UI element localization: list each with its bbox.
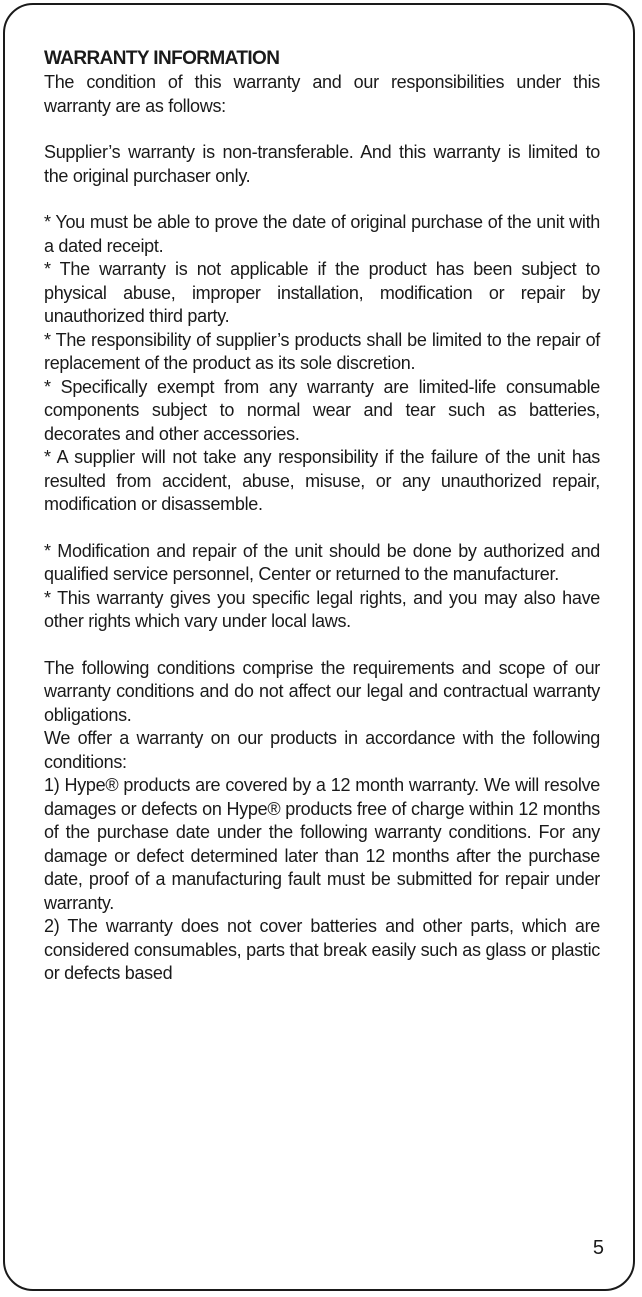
paragraph-gap [44,118,600,141]
page-number: 5 [592,1237,604,1259]
bullet-item: * The responsibility of supplier’s products shall be limited to the repair of replacement of the product as its sole discretion. [44,329,600,373]
bullet-item: * The warranty is not applicable if the product has been subject to physical abuse, improper installation, modification or repair by unauthorized third party. [44,259,600,326]
bullet-item: * A supplier will not take any responsibility if the failure of the unit has resulted from accident, abuse, misuse, or any unauthorized repair, modification or disassemble. [44,447,600,514]
transfer-paragraph: Supplier’s warranty is non-transferable. And this warranty is limited to the original purchaser only. [44,142,600,186]
bullet-item: * Specifically exempt from any warranty are limited-life consumable components subject to normal wear and tear such as batteries, decorates and other accessories. [44,376,600,444]
paragraph-gap [44,517,600,540]
conditions-paragraph: The following conditions comprise the requirements and scope of our warranty conditions and do not affect our legal and contractual warranty obligations. [44,657,600,725]
paragraph-gap [44,188,600,211]
conditions-item: 1) Hype® products are covered by a 12 month warranty. We will resolve damages or defects on Hype® products free of charge within 12 months of the purchase date under the following warranty conditions. For any damage or defect determined later than 12 months after the purchase date, proof of a manufacturing fault must be submitted for repair under warranty. [44,775,600,913]
bullet-item: * This warranty gives you specific legal rights, and you may also have other rights which vary under local laws. [44,587,600,631]
paragraph-gap [44,634,600,657]
conditions-paragraph: We offer a warranty on our products in accordance with the following conditions: [44,728,600,772]
document-body [44,48,600,986]
bullet-item: * You must be able to prove the date of original purchase of the unit with a dated receipt. [44,212,600,256]
conditions-item: 2) The warranty does not cover batteries and other parts, which are considered consumables, parts that break easily such as glass or plastic or defects based [44,916,600,983]
section-title: WARRANTY INFORMATION [44,48,280,69]
intro-paragraph: The condition of this warranty and our responsibilities under this warranty are as follows: [44,72,600,116]
bullet-item: * Modification and repair of the unit should be done by authorized and qualified service personnel, Center or returned to the manufacturer. [44,540,600,584]
